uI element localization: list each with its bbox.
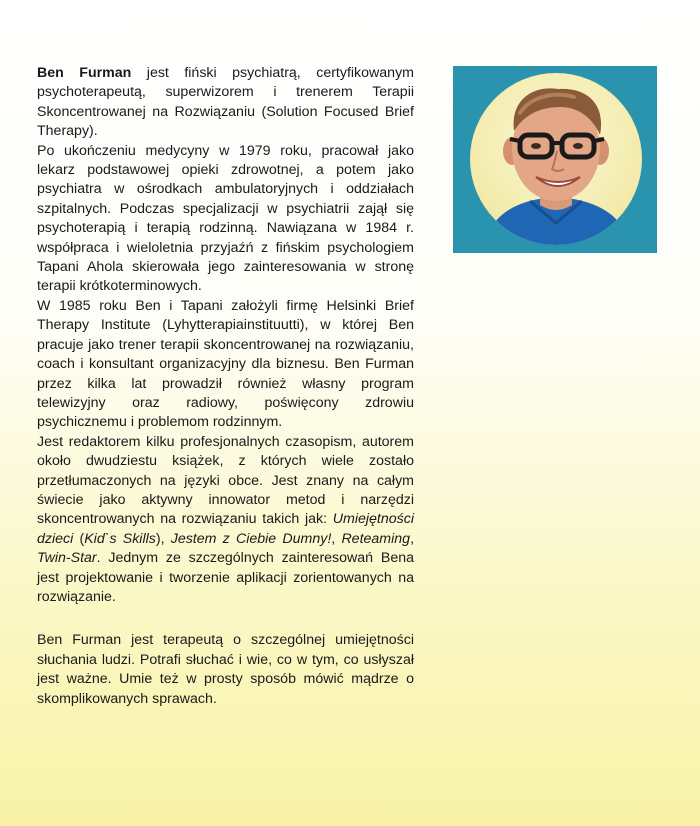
author-photo-illustration <box>470 73 642 245</box>
bio-paragraph-1-text: jest fiński psychiatrą, certyfikowanym psychoterapeutą, superwizorem i trenerem Terapii Skoncentrowanej na Rozwiązaniu (Solution Focused Brief Therapy). <box>37 65 414 140</box>
book-title: Kid`s Skills <box>84 530 156 547</box>
bio-text: ), <box>155 530 171 547</box>
bio-paragraph-5: Ben Furman jest terapeutą o szczególnej umiejętności słuchania ludzi. Potrafi słuchać i wie, co w tym, co usłyszał jest ważne. Umie też w prosty sposób mówić mądrze o skomplikowanych sprawach. <box>37 632 414 707</box>
book-title: Reteaming <box>341 530 411 547</box>
book-title: Umiejętności dzieci <box>37 511 414 547</box>
book-title: Twin-Star <box>37 550 97 567</box>
bio-paragraph-4 <box>37 433 414 608</box>
author-bio <box>37 64 414 709</box>
bio-text: ( <box>73 530 85 547</box>
bio-text: Jest redaktorem kilku profesjonalnych czasopism, autorem około dwudziestu książek, z których wiele zostało przetłumaczonych na języki obce. Jest znany na całym świecie jako aktywny innowator metod i narzędzi skoncentrowanych na rozwiązaniu takich jak: <box>37 433 414 528</box>
bio-paragraph-1 <box>37 64 414 142</box>
bio-paragraph-2: Po ukończeniu medycyny w 1979 roku, pracował jako lekarz podstawowej opieki zdrowotnej, a potem jako psychiatra w ośrodkach ambulatoryjnych i oddziałach szpitalnych. Podczas specjalizacji w psychiatrii zajął się psychoterapią i terapią rodzinną. Nawiązana w 1984 r. współpraca i wieloletnia przyjaźń z fińskim psychologiem Tapani Ahola skierowała jego zainteresowania w stronę terapii krótkoterminowych. <box>37 142 414 295</box>
bio-text: . Jednym ze szczególnych zainteresowań Bena jest projektowanie i tworzenie aplikacji zorientowanych na rozwiązanie. <box>37 550 414 605</box>
author-name: Ben Furman <box>37 65 132 81</box>
bio-text: , <box>331 530 342 547</box>
author-portrait <box>453 66 657 253</box>
portrait-circle <box>470 73 642 245</box>
book-title: Jestem z Ciebie Dumny! <box>170 530 332 547</box>
bio-text: , <box>410 530 415 547</box>
bio-paragraph-3: W 1985 roku Ben i Tapani założyli firmę Helsinki Brief Therapy Institute (Lyhytterapiainstituutti), w której Ben pracuje jako trener terapii skoncentrowanej na rozwiązaniu, coach i konsultant organizacyjny dla biznesu. Ben Furman przez kilka lat prowadził również własny program telewizyjny oraz radiowy, poświęcony zdrowiu psychicznemu i problemom rodzinnym. <box>37 297 414 431</box>
